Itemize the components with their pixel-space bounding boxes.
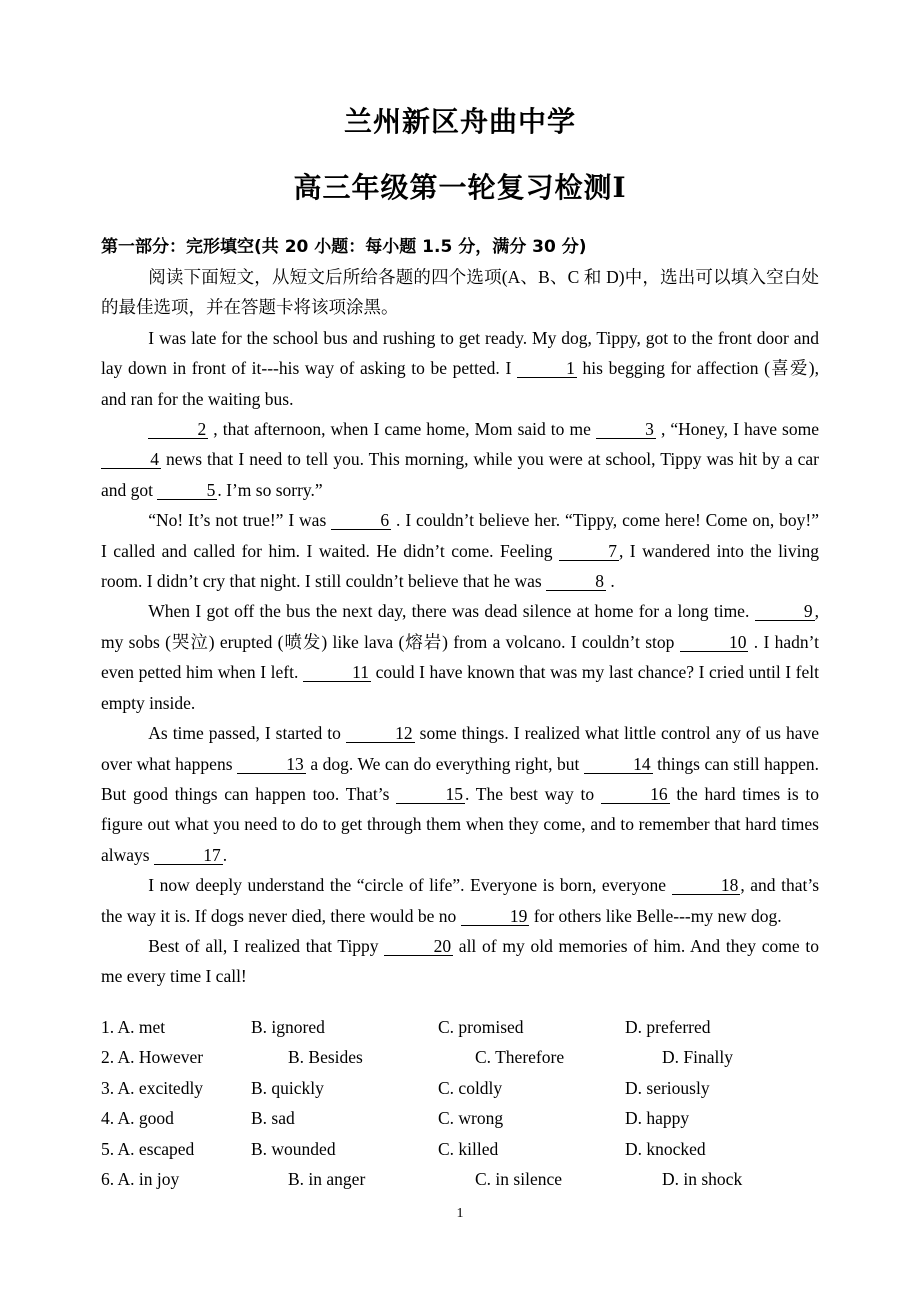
option-row-1 [101,1017,819,1047]
option-5-C: C. killed [438,1138,499,1159]
option-6-D: D. in shock [662,1168,743,1189]
option-3-C: C. coldly [438,1077,503,1098]
passage-text: . [222,844,228,865]
option-6-B: B. in anger [288,1168,366,1189]
passage-text: for others like Belle---my new dog. [529,905,782,926]
option-1-C: C. promised [438,1017,524,1037]
blank-1: 1 [517,359,577,378]
passage-text: , and that’s the way it is. If dogs never died, there would be no [101,875,819,926]
option-row-4 [101,1108,819,1138]
option-5-D: D. knocked [625,1138,706,1159]
passage-paragraph [101,505,819,596]
option-row-6 [101,1169,819,1199]
option-2-C: C. Therefore [475,1047,565,1068]
passage-text: . [606,571,615,592]
blank-9: 9 [755,602,815,621]
blank-20: 20 [384,937,453,956]
blank-5: 5 [157,481,217,500]
passage-text: some things. I realized what little control any of us have over what happens [101,723,820,774]
page-number: 1 [456,1206,464,1221]
option-1-D: D. preferred [625,1017,711,1037]
option-5-B: B. wounded [251,1138,336,1159]
option-row-5 [101,1139,819,1169]
blank-11: 11 [303,663,371,682]
passage-text: . I couldn’t believe her. “Tippy, come here! Come on, boy!” I called and called for him. I waited. He didn’t come. Feeling [101,510,819,561]
exam-title: 高三年级第一轮复习检测Ⅰ [293,171,627,204]
blank-8: 8 [546,572,606,591]
option-3-A: 3. A. excitedly [101,1077,204,1098]
option-4-B: B. sad [251,1108,295,1129]
option-2-A: 2. A. However [101,1047,204,1068]
option-6-C: C. in silence [475,1168,562,1189]
passage-text: As time passed, I started to [148,723,346,744]
blank-6: 6 [331,511,391,530]
passage-text: things can still happen. But good things can happen too. That’s [101,753,819,804]
passage-paragraph [101,718,819,870]
option-5-A: 5. A. escaped [101,1138,195,1159]
option-row-3 [101,1078,819,1108]
passage-text: , I wandered into the living room. I didn’t cry that night. I still couldn’t believe that he was [101,540,820,592]
passage-text: Best of all, I realized that Tippy [148,935,385,956]
passage-paragraph [101,414,819,505]
option-4-C: C. wrong [438,1108,504,1129]
passage-text: the hard times is to figure out what you need to do to get through them when they come, and to remember that hard times always [101,783,819,865]
option-3-B: B. quickly [251,1077,324,1098]
passage-paragraph [101,596,819,718]
blank-7: 7 [559,542,619,561]
passage-text: . The best way to [464,783,601,804]
blank-12: 12 [346,724,415,743]
instructions: 阅读下面短文，从短文后所给各题的四个选项(A、B、C 和 D)中，选出可以填入空白处的最佳选项，并在答题卡将该项涂黑。 [101,267,819,318]
passage-text: “No! It’s not true!” I was [148,510,332,531]
answer-options [101,1017,819,1199]
blank-13: 13 [237,755,306,774]
passage-text: could I have known that was my last chance? I cried until I felt empty inside. [101,662,819,713]
passage-paragraph [101,931,819,992]
passage-text: , my sobs (哭泣) erupted (喷发) like lava (熔岩) from a volcano. I couldn’t stop [101,601,819,652]
option-4-A: 4. A. good [101,1108,174,1129]
option-row-2 [101,1047,819,1077]
option-3-D: D. seriously [625,1077,710,1098]
passage-paragraph [101,870,819,931]
blank-2: 2 [148,420,208,439]
option-2-D: D. Finally [662,1047,733,1068]
option-2-B: B. Besides [288,1047,363,1068]
passage-text: . I hadn’t even petted him when I left. [101,631,820,683]
passage-paragraph [101,323,819,414]
passage-text: When I got off the bus the next day, there was dead silence at home for a long time. [148,601,755,622]
blank-4: 4 [101,450,161,469]
passage-text: . I’m so sorry.” [217,479,323,500]
school-title: 兰州新区舟曲中学 [343,105,576,138]
blank-3: 3 [596,420,656,439]
blank-18: 18 [672,876,741,895]
passage-text: , “Honey, I have some [655,419,819,440]
blank-15: 15 [396,785,465,804]
blank-17: 17 [154,846,223,865]
option-1-A: 1. A. met [101,1017,166,1037]
passage-paragraphs [101,323,819,992]
passage-text: a dog. We can do everything right, but [305,753,584,774]
option-1-B: B. ignored [251,1017,325,1037]
passage-text: , that afternoon, when I came home, Mom said to me [208,419,596,440]
option-4-D: D. happy [625,1108,690,1129]
blank-10: 10 [680,633,749,652]
section-heading: 第一部分：完形填空(共 20 小题：每小题 1.5 分，满分 30 分) [101,237,587,257]
blank-16: 16 [601,785,670,804]
option-6-A: 6. A. in joy [101,1168,180,1189]
passage-text: I was late for the school bus and rushing to get ready. My dog, Tippy, got to the front door and lay down in front of it---his way of asking to be petted. I [101,327,819,379]
passage-text: all of my old memories of him. And they come to me every time I call! [101,935,819,987]
passage [101,262,819,992]
passage-text: I now deeply understand the “circle of life”. Everyone is born, everyone [148,875,672,896]
passage-text: his begging for affection (喜爱), and ran for the waiting bus. [101,358,820,409]
blank-14: 14 [584,755,653,774]
blank-19: 19 [461,907,530,926]
passage-text: news that I need to tell you. This morning, while you were at school, Tippy was hit by a car and got [101,449,819,500]
